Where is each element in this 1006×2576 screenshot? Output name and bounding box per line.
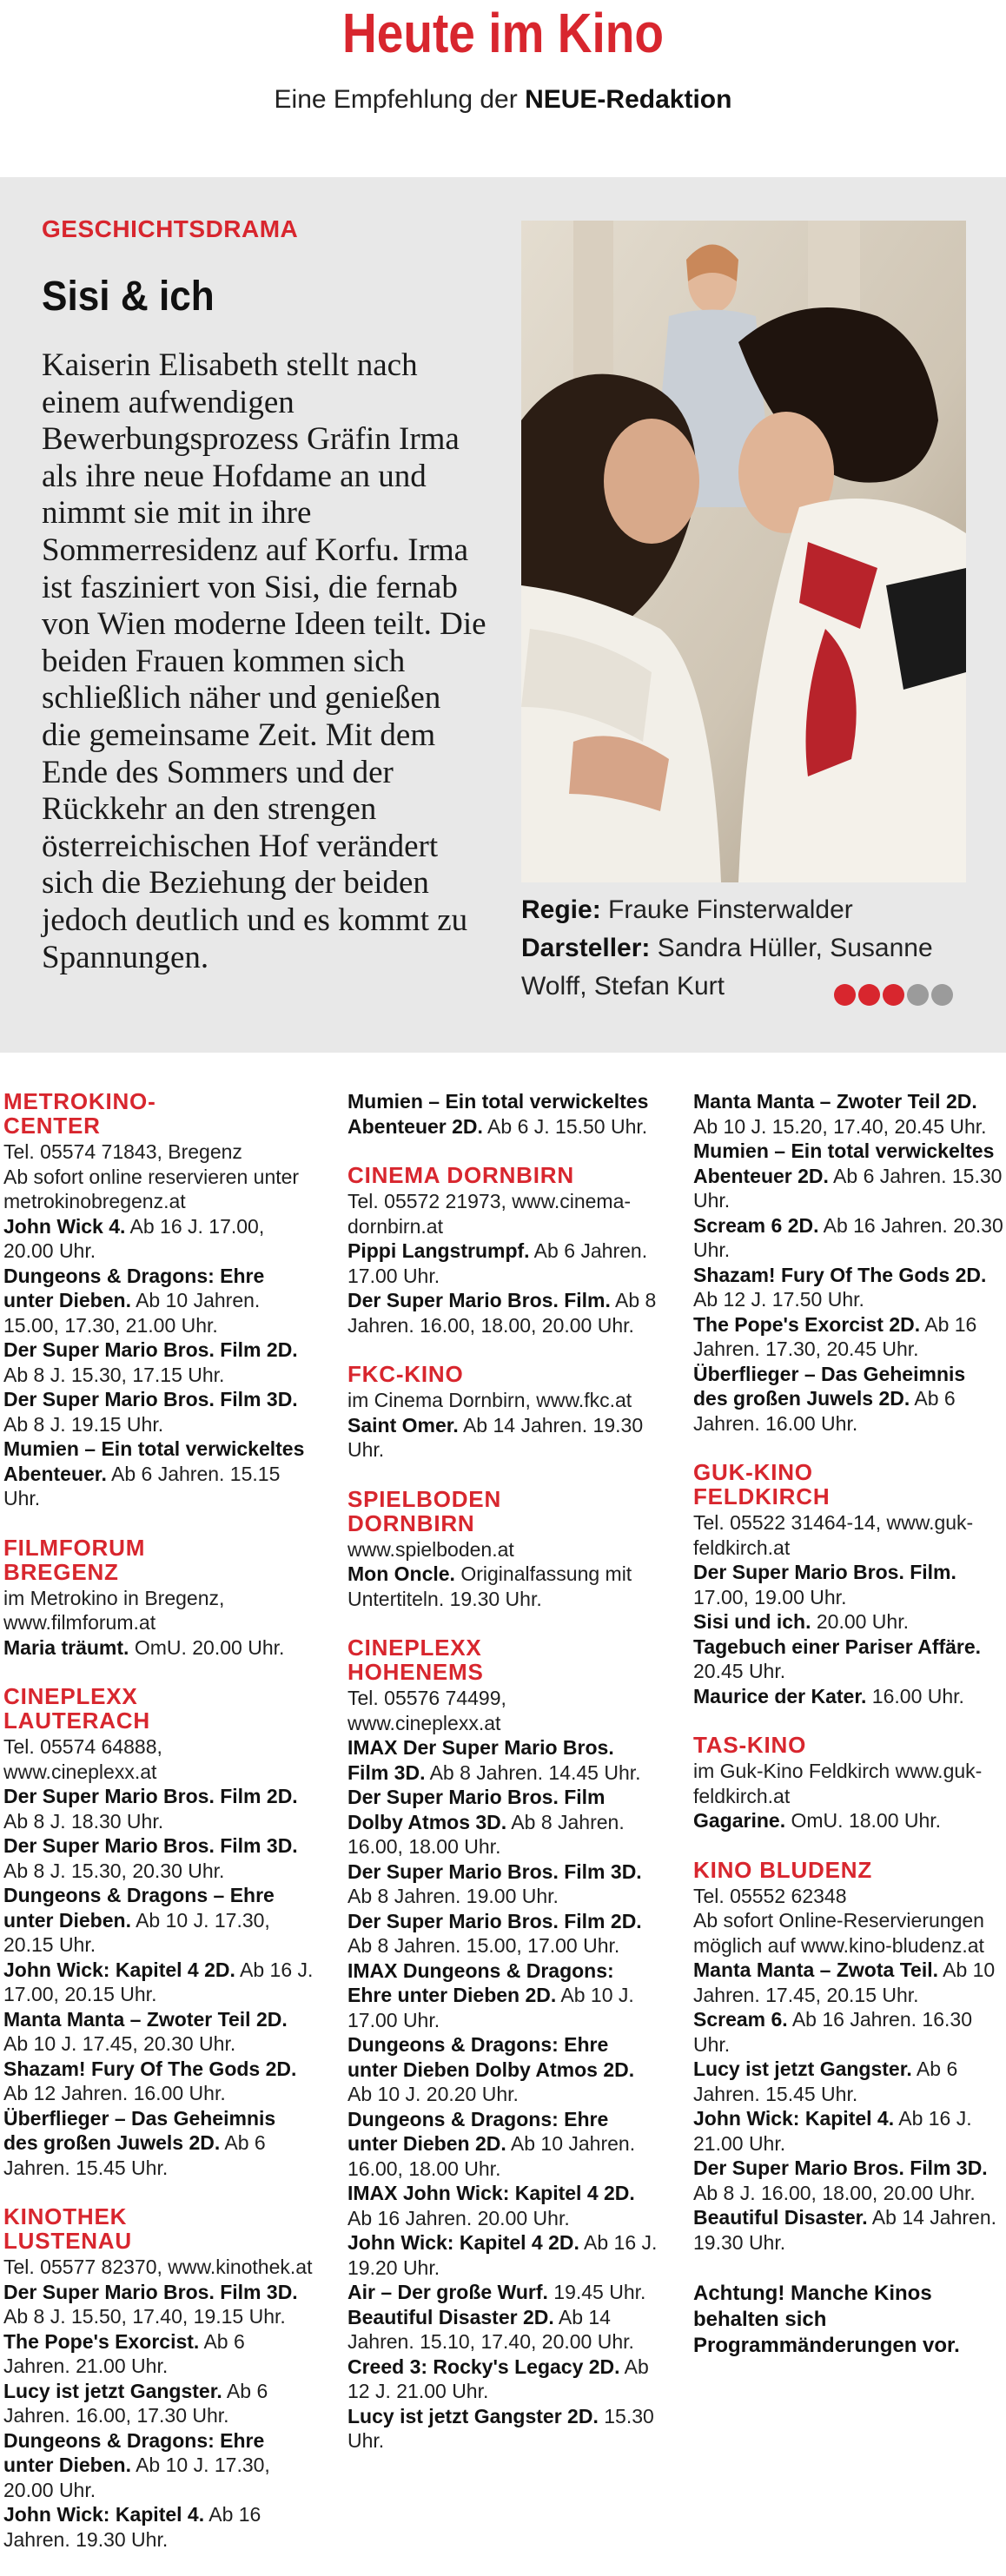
listing-line [3, 1214, 314, 1264]
listing-line [347, 1089, 659, 1139]
listing-column-2 [347, 1089, 659, 2478]
listing-line [693, 2057, 1004, 2106]
film-synopsis: Kaiserin Elisabeth stellt nach einem aufwendigen Bewerbungsprozess Gräfin Irma als ihre neue Hofdame an und nimmt sie mit in ihre Sommerresidenz auf Korfu. Irma ist fasziniert von Sisi, die fernab von Wien moderne Ideen teilt. Die beiden Frauen kommen sich schließlich näher und genießen die gemeinsame Zeit. Mit dem Ende des Sommers und der Rückkehr an den strengen österreichischen Hof verändert sich die Beziehung der beiden jedoch deutlich und es kommt zu Spannungen. [42, 347, 486, 975]
cinema-block [347, 1089, 659, 1139]
cinema-block [693, 1089, 1004, 1436]
cinema-name-line: KINOTHEK [3, 2203, 128, 2229]
film-name: Der Super Mario Bros. Film 2D. [3, 1338, 298, 1361]
listing-line [347, 1238, 659, 1288]
listing-line [347, 1413, 659, 1463]
cinema-program [3, 2255, 314, 2552]
showtimes: Ab 6 Jahren. 15.15 Uhr. [3, 1462, 281, 1509]
cinema-name-line: LAUTERACH [3, 1707, 150, 1734]
film-name: Manta Manta – Zwoter Teil 2D. [3, 2007, 288, 2031]
film-name: Der Super Mario Bros. Film. [347, 1289, 611, 1311]
showtimes: Ab 8 Jahren. 16.00, 18.00, 20.00 Uhr. [347, 1289, 657, 1337]
cinema-name-line: KINO BLUDENZ [693, 1856, 873, 1883]
showtimes: Ab 16 Jahren. 17.30, 20.45 Uhr. [693, 1312, 977, 1360]
showtimes: Ab 14 Jahren. 19.30 Uhr. [347, 1413, 644, 1461]
listing-line [347, 1859, 659, 1909]
cinema-name [347, 1163, 659, 1187]
film-name: Shazam! Fury Of The Gods 2D. [693, 1263, 987, 1286]
listing-line [693, 2205, 1004, 2255]
film-name: Sisi und ich. [693, 1610, 811, 1633]
cinema-name-line: CINEMA DORNBIRN [347, 1162, 574, 1188]
cinema-block [693, 1460, 1004, 1708]
rating-dot-filled [834, 984, 856, 1006]
listing-line [693, 1808, 1004, 1833]
listing-line [693, 1263, 1004, 1312]
showtimes: Ab 16 Jahren. 19.30 Uhr. [3, 2503, 261, 2551]
listing-line [3, 2502, 314, 2552]
listing-line [3, 1958, 314, 2007]
cinema-program [3, 1734, 314, 2180]
listing-line [347, 1909, 659, 1958]
listing-line [3, 1387, 314, 1437]
listing-line: im Metrokino in Bregenz, www.filmforum.at [3, 1586, 225, 1634]
cinema-block [3, 1684, 314, 2180]
showtimes: 15.30 Uhr. [347, 2404, 654, 2452]
film-name: Überflieger – Das Geheimnis des großen Juwels 2D. [693, 1362, 966, 1410]
film-name: Lucy ist jetzt Gangster. [3, 2379, 222, 2402]
showtimes: Ab 6 Jahren. 15.30 Uhr. [693, 1164, 1003, 1212]
listing-line [3, 2106, 314, 2181]
listing-line [3, 2280, 314, 2329]
cinema-program [347, 1537, 659, 1612]
listing-line [347, 2305, 659, 2355]
listing-line [693, 1560, 1004, 1609]
rating-dot-empty [907, 984, 929, 1006]
cinema-name-line: SPIELBODEN [347, 1485, 502, 1512]
rating-dot-filled [883, 984, 904, 1006]
showtimes: Originalfassung mit Untertiteln. 19.30 Uhr. [347, 1562, 632, 1610]
page-title: Heute im Kino [341, 2, 665, 64]
film-name: Dungeons & Dragons – Ehre unter Dieben. [3, 1884, 275, 1932]
cinema-program [693, 1089, 1004, 1436]
film-name: Der Super Mario Bros. Film 3D. [3, 2280, 298, 2303]
listing-line [693, 1312, 1004, 1362]
listing-line: Tel. 05522 31464-14, www.guk-feldkirch.at [693, 1511, 974, 1559]
cinema-program [347, 1388, 659, 1463]
showtimes: Ab 16 J. 21.00 Uhr. [693, 2107, 972, 2155]
listing-line [693, 1213, 1004, 1263]
film-name: Gagarine. [693, 1809, 786, 1832]
listing-line [3, 1338, 314, 1387]
listing-line [347, 2355, 659, 2404]
film-name: Mon Oncle. [347, 1562, 455, 1585]
listing-line: Ab sofort Online-Reservierungen möglich auf www.kino-bludenz.at [693, 1909, 984, 1957]
film-name: Shazam! Fury Of The Gods 2D. [3, 2057, 297, 2080]
cinema-name-line: FKC-KINO [347, 1361, 464, 1387]
film-name: Beautiful Disaster 2D. [347, 2305, 554, 2328]
listing-line [693, 2106, 1004, 2156]
cinema-name [693, 1733, 1004, 1757]
showtimes: Ab 12 J. 17.50 Uhr. [693, 1288, 864, 1311]
listing-column-1 [3, 1089, 314, 2576]
listing-line: im Guk-Kino Feldkirch www.guk-feldkirch.at [693, 1760, 983, 1807]
film-name: John Wick: Kapitel 4 2D. [3, 1958, 235, 1981]
showtimes: Ab 8 J. 19.15 Uhr. [3, 1412, 164, 1436]
listing-line [347, 2181, 659, 2230]
cinema-name [347, 1362, 659, 1386]
listing-line: Tel. 05576 74499, www.cineplexx.at [347, 1687, 506, 1734]
showtimes: Ab 6 J. 15.50 Uhr. [482, 1114, 648, 1138]
film-name: Beautiful Disaster. [693, 2206, 868, 2229]
cinema-block [3, 2204, 314, 2552]
cinema-name-line: METROKINO- [3, 1088, 156, 1114]
listing-column-3 [693, 1089, 1004, 2359]
showtimes: Ab 6 Jahren. 21.00 Uhr. [3, 2329, 245, 2377]
film-name: John Wick: Kapitel 4. [693, 2107, 895, 2130]
listing-line [3, 1883, 314, 1958]
film-still-photo [521, 221, 966, 882]
film-name: IMAX Der Super Mario Bros. Film 3D. [347, 1736, 614, 1784]
film-name: Creed 3: Rocky's Legacy 2D. [347, 2355, 620, 2378]
film-rating-dots [834, 984, 956, 1007]
film-name: Der Super Mario Bros. Film 3D. [3, 1388, 298, 1410]
cinema-program [347, 1089, 659, 1139]
cinema-name [3, 1089, 314, 1138]
cinema-listings [0, 1068, 1006, 2564]
listing-line [347, 2280, 659, 2305]
film-name: Saint Omer. [347, 1413, 459, 1437]
showtimes: Ab 16 Jahren. 20.00 Uhr. [347, 2206, 570, 2229]
film-name: Dungeons & Dragons: Ehre unter Dieben Dolby Atmos 2D. [347, 2033, 635, 2081]
listing-line: Tel. 05574 71843, Bregenz [3, 1140, 242, 1163]
film-name: John Wick: Kapitel 4 2D. [347, 2231, 579, 2254]
film-name: Air – Der große Wurf. [347, 2281, 548, 2303]
film-name: Lucy ist jetzt Gangster 2D. [347, 2404, 599, 2427]
cinema-program [3, 1586, 314, 1661]
cinema-name [347, 1635, 659, 1684]
listing-line [347, 2404, 659, 2454]
rating-dot-filled [858, 984, 880, 1006]
film-still-illustration [521, 221, 966, 882]
cinema-name [3, 1536, 314, 1584]
cinema-block [693, 1858, 1004, 2256]
listing-line [347, 1785, 659, 1859]
cinema-name [347, 1487, 659, 1536]
showtimes: 19.45 Uhr. [547, 2281, 646, 2303]
director-label: Regie: [521, 895, 601, 924]
listing-line [3, 1635, 314, 1661]
film-name: The Pope's Exorcist. [3, 2329, 200, 2353]
listing-line [3, 1264, 314, 1338]
listing-line: www.spielboden.at [347, 1537, 514, 1561]
listing-line [3, 2428, 314, 2503]
listing-line [3, 2057, 314, 2106]
showtimes: Ab 16 J. 17.00, 20.00 Uhr. [3, 1214, 265, 1262]
film-name: Der Super Mario Bros. Film 2D. [3, 1785, 298, 1807]
program-change-notice: Achtung! Manche Kinos behalten sich Programmänderungen vor. [693, 2282, 960, 2357]
cinema-name [693, 1858, 1004, 1882]
showtimes: Ab 12 J. 21.00 Uhr. [347, 2355, 649, 2402]
showtimes: Ab 10 J. 17.45, 20.30 Uhr. [3, 2032, 236, 2055]
film-name: Der Super Mario Bros. Film. [693, 1561, 956, 1583]
cinema-block [3, 1536, 314, 1661]
film-name: Manta Manta – Zwota Teil. [693, 1958, 938, 1981]
film-name: Manta Manta – Zwoter Teil 2D. [693, 1090, 977, 1113]
page-header [0, 0, 1006, 174]
listing-line [693, 2156, 1004, 2205]
cinema-block [347, 1163, 659, 1338]
cinema-program [347, 1189, 659, 1338]
film-name: Dungeons & Dragons: Ehre unter Dieben 2D. [347, 2107, 609, 2155]
showtimes: Ab 8 J. 15.30, 17.15 Uhr. [3, 1363, 225, 1386]
film-name: Lucy ist jetzt Gangster. [693, 2057, 912, 2080]
cinema-program [3, 1139, 314, 1511]
showtimes: Ab 10 J. 17.30, 20.15 Uhr. [3, 1908, 270, 1956]
film-name: Mumien – Ein total verwickeltes Abenteuer 2D. [693, 1139, 995, 1187]
showtimes: Ab 6 Jahren. 15.45 Uhr. [3, 2131, 266, 2179]
cinema-name-line: CINEPLEXX [347, 1635, 482, 1661]
cinema-name-line: FELDKIRCH [693, 1483, 831, 1509]
film-name: Dungeons & Dragons: Ehre unter Dieben. [3, 2428, 265, 2476]
film-name: The Pope's Exorcist 2D. [693, 1312, 921, 1336]
subtitle-brand: NEUE-Redaktion [525, 85, 732, 114]
showtimes: Ab 10 J. 17.00 Uhr. [347, 1984, 634, 2031]
listing-line [347, 1958, 659, 2033]
showtimes: Ab 8 J. 15.30, 20.30 Uhr. [3, 1859, 225, 1882]
listing-line [3, 1833, 314, 1883]
listing-line: Tel. 05572 21973, www.cinema-dornbirn.at [347, 1190, 632, 1238]
cinema-name [693, 1460, 1004, 1509]
listing-line [3, 2379, 314, 2428]
listing-line: im Cinema Dornbirn, www.fkc.at [347, 1389, 632, 1411]
showtimes: OmU. 18.00 Uhr. [785, 1809, 942, 1832]
showtimes: Ab 8 Jahren. 15.00, 17.00 Uhr. [347, 1934, 620, 1957]
showtimes: Ab 16 Jahren. 20.30 Uhr. [693, 1213, 1003, 1261]
listing-line [347, 2230, 659, 2280]
showtimes: Ab 10 J. 17.30, 20.00 Uhr. [3, 2454, 270, 2501]
showtimes: Ab 8 Jahren. 14.45 Uhr. [425, 1760, 641, 1784]
subtitle-prefix: Eine Empfehlung der [274, 85, 518, 114]
showtimes: 16.00 Uhr. [866, 1684, 964, 1707]
showtimes: 20.45 Uhr. [693, 1660, 786, 1682]
showtimes: 20.00 Uhr. [811, 1610, 909, 1633]
listing-line [3, 2329, 314, 2379]
listing-line [347, 1562, 659, 1611]
film-name: Der Super Mario Bros. Film 3D. [3, 1834, 298, 1857]
cinema-name-line: GUK-KINO [693, 1459, 813, 1485]
cinema-block [693, 1733, 1004, 1833]
showtimes: Ab 8 J. 15.50, 17.40, 19.15 Uhr. [3, 2305, 286, 2328]
film-name: Der Super Mario Bros. Film Dolby Atmos 3D. [347, 1786, 606, 1833]
showtimes: Ab 6 Jahren. 16.00 Uhr. [693, 1387, 956, 1435]
listing-line [347, 1288, 659, 1338]
film-name: Mumien – Ein total verwickeltes Abenteuer. [3, 1437, 305, 1485]
film-name: Der Super Mario Bros. Film 3D. [347, 1859, 642, 1883]
showtimes: OmU. 20.00 Uhr. [129, 1635, 285, 1659]
rating-dot-empty [931, 984, 953, 1006]
film-name: Scream 6 2D. [693, 1213, 819, 1237]
listing-line [3, 1437, 314, 1511]
showtimes: Ab 6 Jahren. 17.00 Uhr. [347, 1239, 648, 1287]
cinema-name-line: CINEPLEXX [3, 1683, 138, 1709]
listing-line [3, 1784, 314, 1833]
listing-line [347, 2107, 659, 2182]
showtimes: Ab 10 Jahren. 15.00, 17.30, 21.00 Uhr. [3, 1289, 261, 1337]
film-name: IMAX Dungeons & Dragons: Ehre unter Dieben 2D. [347, 1958, 614, 2006]
film-name: Pippi Langstrumpf. [347, 1239, 530, 1262]
cinema-program [693, 1884, 1004, 2256]
cinema-program [693, 1759, 1004, 1833]
cinema-program [347, 1686, 659, 2454]
listing-line: Ab sofort online reservieren unter metrokinobregenz.at [3, 1165, 300, 1212]
listing-line [693, 1609, 1004, 1635]
cinema-program [693, 1510, 1004, 1708]
cinema-block [3, 1089, 314, 1511]
film-name: John Wick 4. [3, 1214, 126, 1238]
showtimes: Ab 14 Jahren. 19.30 Uhr. [693, 2206, 997, 2254]
cinema-name-line: CENTER [3, 1113, 101, 1139]
listing-line: Tel. 05577 82370, www.kinothek.at [3, 2256, 313, 2278]
film-name: Überflieger – Das Geheimnis des großen Juwels 2D. [3, 2106, 276, 2154]
film-name: IMAX John Wick: Kapitel 4 2D. [347, 2182, 635, 2204]
showtimes: Ab 8 Jahren. 16.00, 18.00 Uhr. [347, 1810, 625, 1858]
cinema-name [3, 2204, 314, 2253]
showtimes: Ab 8 J. 16.00, 18.00, 20.00 Uhr. [693, 2181, 976, 2204]
listing-line [693, 1089, 1004, 1139]
listing-line [693, 1958, 1004, 2007]
listing-line [693, 2007, 1004, 2057]
cinema-block [347, 1487, 659, 1612]
cinema-block [347, 1362, 659, 1463]
listing-line: Tel. 05552 62348 [693, 1884, 847, 1907]
cinema-name-line: HOHENEMS [347, 1659, 484, 1685]
showtimes: Ab 16 Jahren. 16.30 Uhr. [693, 2008, 972, 2056]
showtimes: Ab 6 Jahren. 15.45 Uhr. [693, 2057, 958, 2105]
film-genre: GESCHICHTSDRAMA [42, 215, 299, 242]
showtimes: Ab 12 Jahren. 16.00 Uhr. [3, 2082, 226, 2104]
showtimes: Ab 8 Jahren. 19.00 Uhr. [347, 1885, 559, 1907]
showtimes: 17.00, 19.00 Uhr. [693, 1585, 847, 1608]
cinema-name-line: LUSTENAU [3, 2228, 132, 2254]
film-name: Maurice der Kater. [693, 1684, 867, 1707]
cinema-name [3, 1684, 314, 1733]
film-name: Der Super Mario Bros. Film 2D. [347, 1909, 642, 1932]
showtimes: Ab 10 Jahren. 17.45, 20.15 Uhr. [693, 1958, 996, 2006]
film-title: Sisi & ich [42, 274, 215, 320]
listing-line [3, 2007, 314, 2057]
showtimes: Ab 16 J. 17.00, 20.15 Uhr. [3, 1958, 314, 2005]
showtimes: Ab 10 J. 15.20, 17.40, 20.45 Uhr. [693, 1114, 987, 1138]
film-name: Scream 6. [693, 2008, 788, 2031]
listing-line [693, 1684, 1004, 1709]
cinema-name-line: FILMFORUM [3, 1534, 146, 1561]
film-name: Tagebuch einer Pariser Affäre. [693, 1635, 982, 1658]
showtimes: Ab 6 Jahren. 16.00, 17.30 Uhr. [3, 2379, 268, 2427]
film-name: John Wick: Kapitel 4. [3, 2503, 205, 2526]
listing-line: Tel. 05574 64888, www.cineplexx.at [3, 1735, 162, 1783]
showtimes: Ab 10 Jahren. 16.00, 18.00 Uhr. [347, 2132, 636, 2180]
cast-label: Darsteller: [521, 934, 651, 962]
cast-names: Sandra Hüller, Susanne Wolff, Stefan Kurt [521, 934, 933, 1001]
showtimes: Ab 10 J. 20.20 Uhr. [347, 2083, 519, 2105]
page-subtitle [0, 85, 1006, 115]
showtimes: Ab 14 Jahren. 15.10, 17.40, 20.00 Uhr. [347, 2305, 634, 2353]
listing-line [347, 2032, 659, 2107]
film-name: Maria träumt. [3, 1635, 129, 1659]
listing-line [347, 1735, 659, 1785]
listing-line [693, 1362, 1004, 1437]
cinema-name-line: TAS-KINO [693, 1732, 807, 1758]
director-name: Frauke Finsterwalder [608, 895, 853, 924]
cinema-block [347, 1635, 659, 2454]
director-line [521, 891, 973, 929]
cinema-name-line: DORNBIRN [347, 1509, 475, 1536]
featured-film [0, 177, 1006, 1053]
film-name: Mumien – Ein total verwickeltes Abenteuer 2D. [347, 1090, 649, 1138]
listing-line [693, 1635, 1004, 1684]
listing-line [693, 1139, 1004, 1213]
showtimes: Ab 16 J. 19.20 Uhr. [347, 2231, 658, 2279]
film-name: Dungeons & Dragons: Ehre unter Dieben. [3, 1264, 265, 1311]
showtimes: Ab 8 J. 18.30 Uhr. [3, 1809, 164, 1833]
film-name: Der Super Mario Bros. Film 3D. [693, 2157, 988, 2179]
cinema-name-line: BREGENZ [3, 1558, 119, 1585]
